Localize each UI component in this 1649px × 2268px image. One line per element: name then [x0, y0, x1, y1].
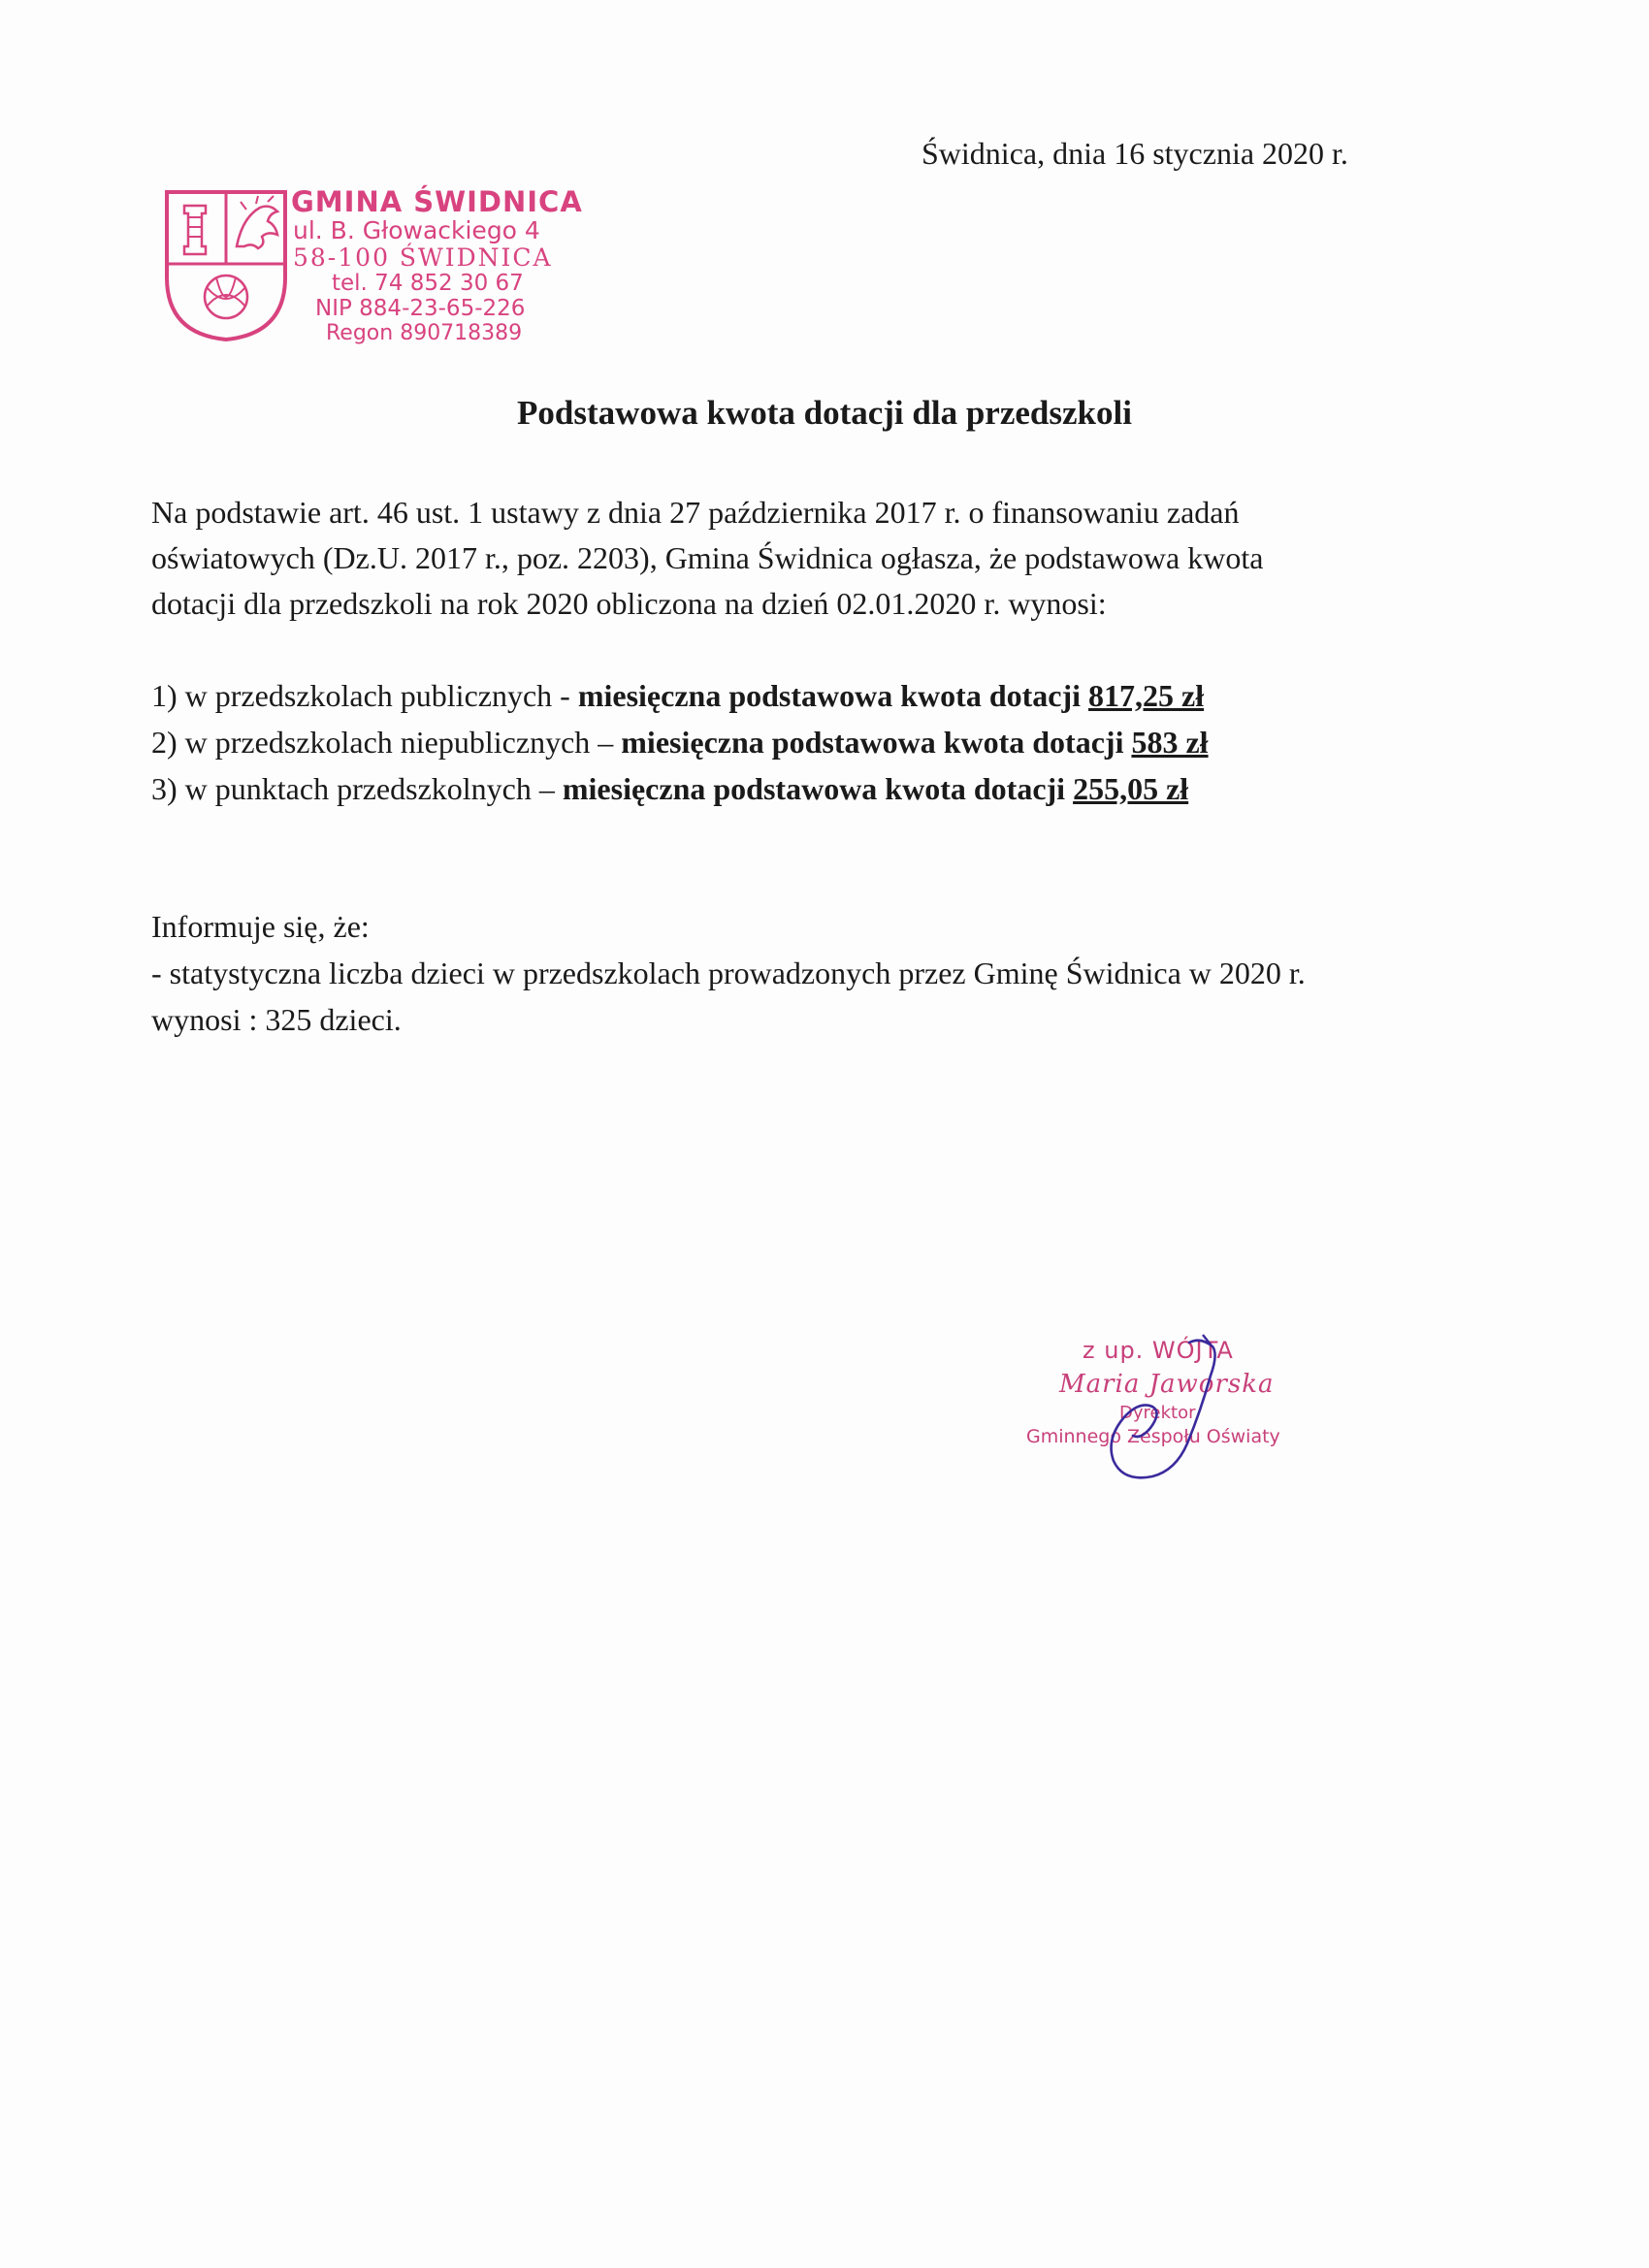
- document-title: Podstawowa kwota dotacji dla przedszkoli: [517, 394, 1132, 432]
- info-line: wynosi : 325 dzieci.: [151, 1002, 402, 1037]
- stamp-postal: 58-100 ŚWIDNICA: [293, 243, 553, 272]
- item-label: miesięczna podstawowa kwota dotacji: [621, 725, 1132, 760]
- item-label: miesięczna podstawowa kwota dotacji: [577, 678, 1089, 713]
- intro-paragraph: [151, 490, 1451, 627]
- signature-stamp: [1018, 1329, 1329, 1494]
- item-label: miesięczna podstawowa kwota dotacji: [562, 771, 1074, 806]
- signature-authority: z up. WÓJTA: [1083, 1337, 1234, 1364]
- list-item: [151, 719, 1451, 765]
- handwritten-signature: [1018, 1329, 1329, 1494]
- item-prefix: 1) w przedszkolach publicznych -: [151, 678, 578, 713]
- place-date: Świdnica, dnia 16 stycznia 2020 r.: [922, 136, 1348, 171]
- item-amount: 255,05 zł: [1073, 771, 1189, 806]
- stamp-regon: Regon 890718389: [326, 321, 523, 345]
- item-prefix: 3) w punktach przedszkolnych –: [151, 771, 563, 806]
- intro-line: oświatowych (Dz.U. 2017 r., poz. 2203), Gmina Świdnica ogłasza, że podstawowa kwota: [151, 540, 1264, 575]
- list-item: [151, 765, 1451, 812]
- stamp-street: ul. B. Głowackiego 4: [293, 216, 540, 244]
- item-amount: 817,25 zł: [1088, 678, 1205, 713]
- stamp-text: [291, 185, 583, 346]
- stamp-nip: NIP 884-23-65-226: [315, 296, 526, 321]
- info-heading: Informuje się, że:: [151, 909, 370, 944]
- signature-name: Maria Jaworska: [1059, 1370, 1275, 1399]
- signature-institution: Gminnego Zespołu Oświaty: [1026, 1426, 1280, 1447]
- item-amount: 583 zł: [1131, 725, 1209, 760]
- intro-line: dotacji dla przedszkoli na rok 2020 obliczona na dzień 02.01.2020 r. wynosi:: [151, 586, 1107, 621]
- item-prefix: 2) w przedszkolach niepublicznych –: [151, 725, 622, 760]
- info-section: [151, 903, 1509, 1043]
- signature-position: Dyrektor: [1119, 1403, 1196, 1423]
- stamp-phone: tel. 74 852 30 67: [332, 271, 524, 296]
- stamp-municipality: GMINA ŚWIDNICA: [291, 185, 583, 218]
- info-line: - statystyczna liczba dzieci w przedszkolach prowadzonych przez Gminę Świdnica w 2020 r.: [151, 956, 1306, 990]
- municipal-stamp: [163, 185, 609, 363]
- list-item: [151, 672, 1451, 719]
- subsidy-list: [151, 672, 1451, 812]
- municipal-crest-icon: [163, 188, 289, 343]
- intro-line: Na podstawie art. 46 ust. 1 ustawy z dnia 27 października 2017 r. o finansowaniu zadań: [151, 495, 1240, 530]
